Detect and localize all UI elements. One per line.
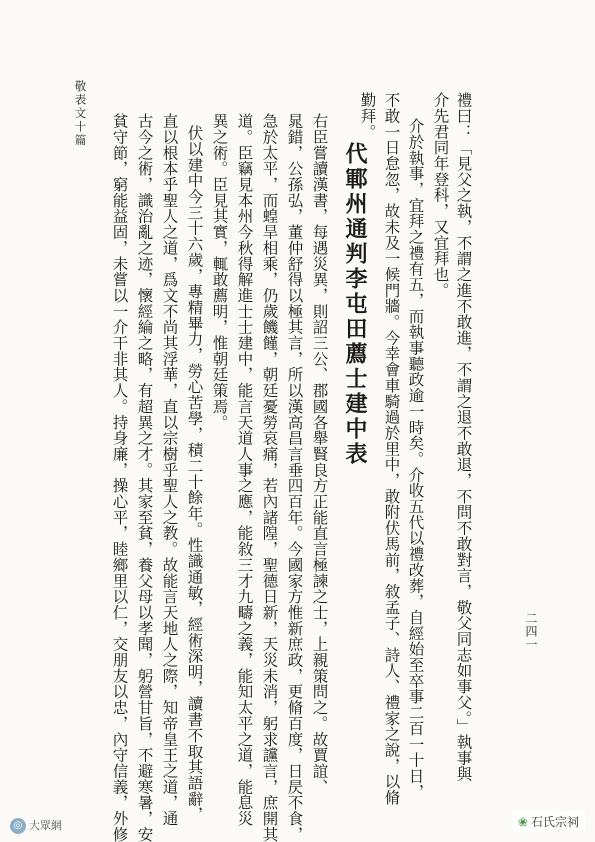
prev-line-3: 介於執事，宜拜之禮有五，而執事聽政逾一時矣。介收五代以禮改葬，自經始至卒事二百一十日， [406,118,425,800]
page-number: 二四一 [524,612,538,651]
account-name: 石氏宗祠 [530,815,579,829]
body-line-4: 道。臣竊見本州今秋得解進士士建中，能言天道人事之應，能敘三才九疇之義，能知太平之道，能息災 [235,113,254,827]
watermark-logo-icon: ◎ [10,818,26,834]
prev-line-4: 不敢一日怠忽，故未及一候門牆。今幸會車騎過於里中，敢附伏馬前，敘孟子、詩人、禮家之說，以脩 [382,92,401,806]
account-logo-icon: ❀ [517,815,528,829]
running-title: 敬表文十篇 [73,80,88,148]
body-line-7: 直以根本乎聖人之道，爲文不尚其浮華，直以宗樹乎聖人之教。故能言天地人之際，知帝皇王之道，通 [160,113,179,827]
body-line-5: 異之術。臣見其實，輒敢薦明，惟朝廷策焉。 [210,113,229,430]
account-watermark [512,811,585,832]
prev-line-5: 勤拜。 [358,92,377,140]
body-line-8: 古今之術，識治亂之迹，懷經綸之略，有超異之才。其家至貧，養父母以孝聞，躬營甘旨，不避寒暑，安 [135,113,154,842]
prev-line-1: 禮曰：「見父之執，不謂之進不敢進，不謂之退不敢退，不問不敢對言，敬父同志如事父。」執事與 [454,92,473,782]
body-line-9: 貧守節，窮能益固，未嘗以一介干非其人。持身廉，操心平，睦鄉里以仁，交朋友以忠，內守信義，外修 [110,113,129,842]
watermark-left [10,817,62,834]
body-line-6: 伏以建中今三十六歲，專精畢力，勞心苦學，積二十餘年。性識通敏，經術深明，讀書不取其語辭， [185,125,204,823]
watermark-left-text: 大眾網 [29,819,62,832]
body-line-1: 右臣嘗讀漢書，每遇災異，則詔三公、郡國各舉賢良方正能直言極諫之士，上親策問之。故賈誼、 [310,113,329,795]
document-title: 代鄆州通判李屯田薦士建中表 [342,142,368,467]
body-line-3: 急於太平，而蝗旱相乘，仍歲饑饉，朝廷憂勞哀痛，若內諸隍，聖德日新，天災未消，躬求讜言，庶開其 [260,113,279,842]
prev-line-2: 介先君同年登科，又宜拜也。 [431,92,450,299]
body-line-2: 晁錯，公孫弘，董仲舒得以極其言，所以漢高昌言垂四百年。今國家方惟新庶政，更脩百度，日昃不食， [285,113,304,842]
